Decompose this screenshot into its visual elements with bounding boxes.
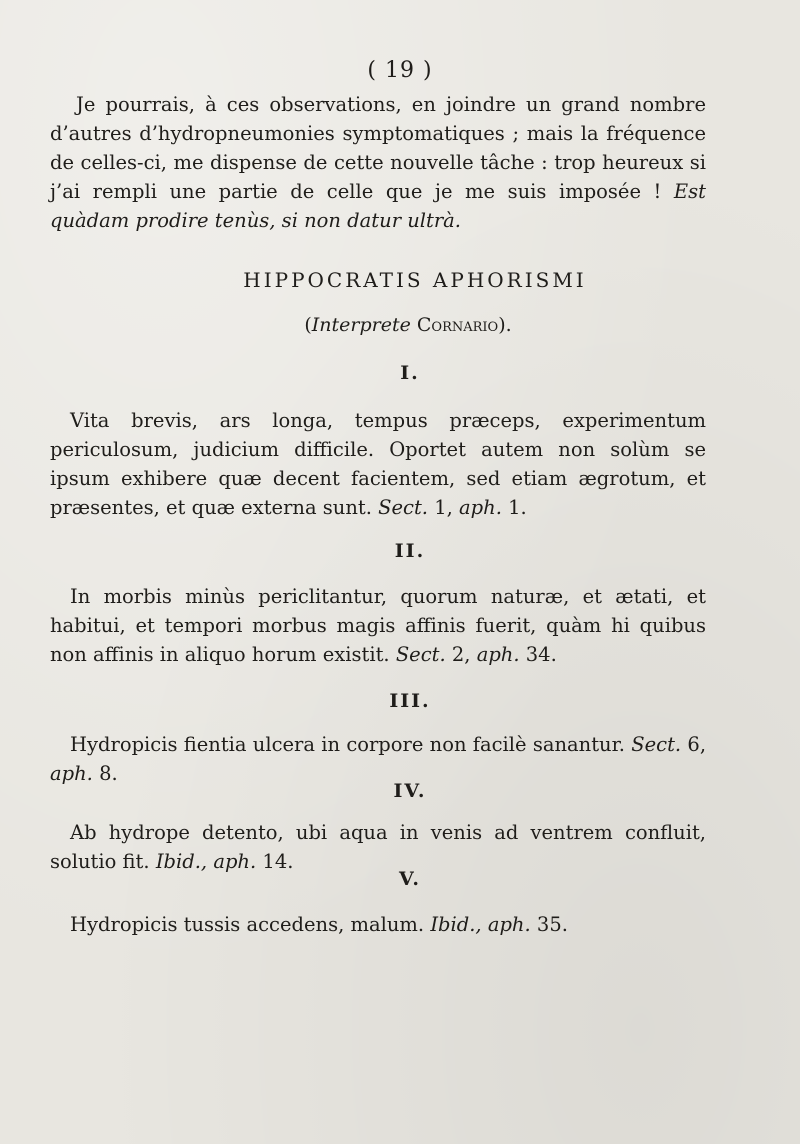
interpreter-line: [0, 314, 800, 336]
aphorism-ref-num: 2,: [451, 643, 471, 666]
interpreter-open: (: [304, 314, 312, 336]
aphorism-numeral: II.: [394, 540, 426, 562]
intro-paragraph: [50, 90, 706, 235]
aphorism-ref-aph: aph.: [459, 496, 502, 519]
aphorism-ref-aph: aph.: [487, 913, 531, 936]
intro-quote: Est quàdam prodire tenùs, si non datur ultrà.: [50, 180, 706, 232]
aphorism-ref-aph: aph.: [213, 850, 257, 873]
aphorism-body: Vita brevis, ars longa, tempus præceps, experimentum periculosum, judicium difficile. Oportet autem non solùm se ipsum exhibere quæ decent facientem, sed etiam ægrotum, et præsentes, et quæ externa sunt.: [50, 409, 706, 519]
aphorism-ref-aph-num: 14.: [262, 850, 294, 873]
aphorism-ref-aph-num: 1.: [508, 496, 527, 519]
aphorism-numeral: III.: [389, 690, 431, 712]
aphorism-text: [50, 582, 706, 669]
aphorism-numeral: IV.: [393, 780, 427, 802]
aphorism-ref-source: Sect.: [631, 733, 682, 756]
aphorism-body: In morbis minùs periclitantur, quorum naturæ, et ætati, et habitui, et tempori morbus magis affinis fuerit, quàm hi quibus non affinis in aliquo horum existit.: [50, 585, 706, 666]
page-number: ( 19 ): [367, 58, 433, 83]
aphorism-ref-source: Sect.: [395, 643, 446, 666]
aphorism-ref-aph-num: 35.: [536, 913, 568, 936]
aphorism-numeral: V.: [398, 868, 422, 890]
aphorism-ref-num: 6,: [687, 733, 707, 756]
aphorism-body: Hydropicis tussis accedens, malum.: [70, 913, 425, 936]
aphorism-ref-source: Ibid.,: [155, 850, 208, 873]
aphorism-ref-source: Ibid.,: [430, 913, 482, 936]
aphorism-ref-aph: aph.: [50, 762, 93, 785]
aphorism-text: [50, 406, 706, 522]
aphorism-numeral: I.: [400, 362, 420, 384]
intro-text: Je pourrais, à ces observations, en joindre un grand nombre d’autres d’hydropneumonies symptomatiques ; mais la fréquence de celles-ci, me dispense de cette nouvelle tâche : trop heureux si j’ai rempli une partie de celle que je me suis imposée !: [50, 93, 706, 203]
aphorism-body: Ab hydrope detento, ubi aqua in venis ad ventrem confluit, solutio fit.: [50, 821, 706, 873]
aphorism-ref-aph-num: 8.: [99, 762, 118, 785]
interpreter-label: Interprete: [311, 314, 411, 336]
aphorism-ref-aph: aph.: [476, 643, 520, 666]
aphorism-text: [50, 910, 706, 939]
aphorism-ref-aph-num: 34.: [525, 643, 557, 666]
aphorism-body: Hydropicis fientia ulcera in corpore non facilè sanantur.: [70, 733, 625, 756]
aphorism-ref-source: Sect.: [378, 496, 429, 519]
section-title: HIPPOCRATIS APHORISMI: [243, 268, 587, 292]
interpreter-close: ).: [498, 314, 512, 336]
aphorism-ref-num: 1,: [434, 496, 453, 519]
interpreter-name: Cornario: [416, 314, 499, 336]
